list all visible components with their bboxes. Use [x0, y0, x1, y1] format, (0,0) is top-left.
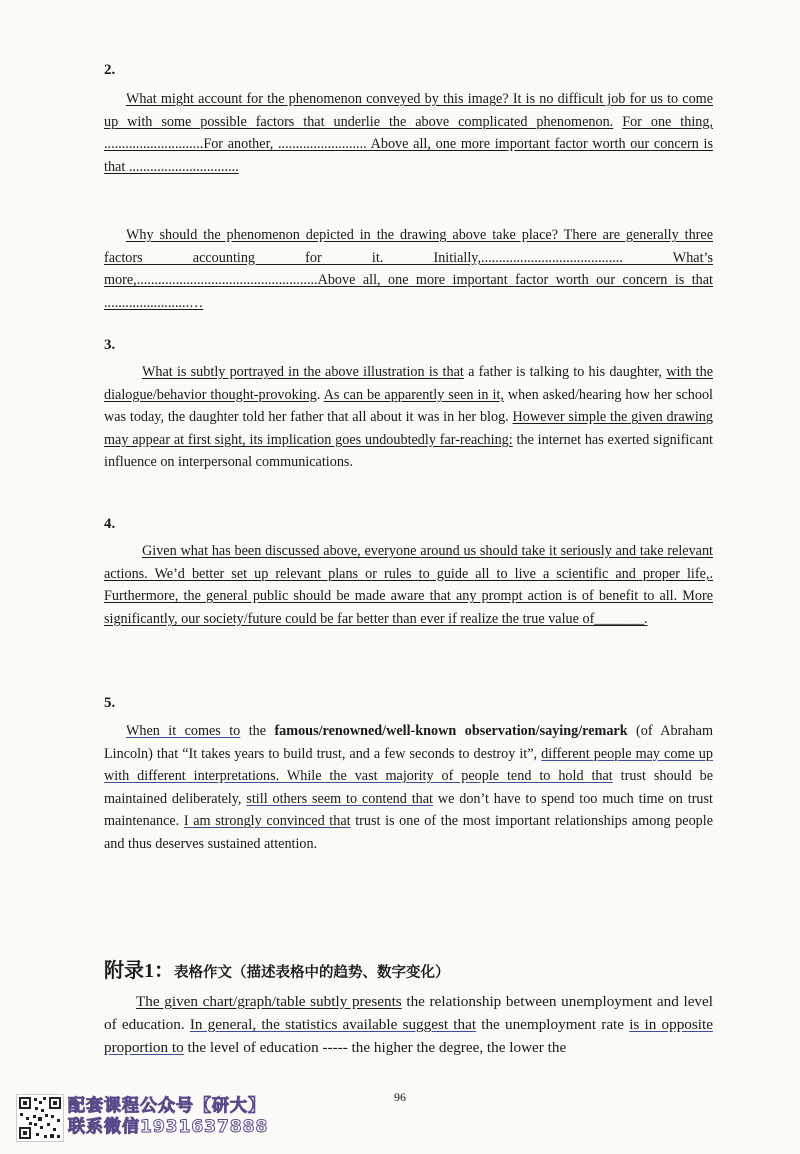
s5-bold-2: observation/saying/remark — [464, 723, 628, 739]
section-2-paragraph-2 — [104, 224, 713, 314]
s5-phrase-4: I am strongly convinced that — [183, 813, 351, 830]
section-3-paragraph — [104, 361, 713, 474]
section-2-p1-sentence-a: What might account for the phenomenon conveyed by this image? It is no difficult job for us to come up with some possible factors that underlie the above complicated phenomenon. — [104, 91, 713, 130]
section-number-4: 4. — [104, 516, 116, 532]
s3-text-4: the internet has exerted significant influence on interpersonal communications. — [104, 431, 713, 471]
section-2-p1-sentence-b: For one thing, ............................For another, ......................... Above all, one more important factor worth our concern is that ............................... — [104, 113, 714, 175]
section-number-2: 2. — [104, 62, 116, 78]
appendix-heading — [104, 954, 450, 983]
s3-phrase-4: However simple the given drawing may appear at first sight, its implication goes undoubtedly far-reaching: — [104, 409, 713, 448]
appendix-title: 附录1： — [104, 960, 174, 982]
footer-promo — [16, 1094, 316, 1144]
s4-text: Given what has been discussed above, everyone around us should take it seriously and take relevant actions. We’d better set up relevant plans or rules to guide all to live a scientific and proper life,. Furthermore, the general public should be made aware that any prompt action is of benefit to all. More significantly, our society/future could be far better than ever if realize the true value of_______. — [104, 543, 713, 627]
s3-phrase-1: What is subtly portrayed in the above illustration is that — [142, 364, 464, 380]
s5-text-2: (of Abraham Lincoln) that “It takes years to build trust, and a few seconds to destroy it”, — [104, 723, 713, 762]
s3-phrase-3: As can be apparently seen in it, — [323, 386, 504, 403]
s5-text-4: we don’t have to spend too much time on trust maintenance. — [104, 790, 713, 830]
s5-text-5: trust is one of the most important relationships among people and thus deserves sustained attention. — [104, 813, 713, 852]
appendix-text-3: the level of education ----- the higher the degree, the lower the — [183, 1039, 567, 1056]
s3-phrase-2: with the dialogue/behavior thought-provoking — [104, 364, 713, 403]
s5-text-1: the — [240, 723, 275, 739]
appendix-phrase-1: The given chart/graph/table subtly presents — [136, 993, 402, 1010]
s5-text-1b — [456, 723, 464, 739]
section-number-5: 5. — [104, 695, 116, 711]
qr-code-icon — [16, 1094, 64, 1142]
promo-line-2: 联系微信1931637888 — [68, 1117, 269, 1137]
page-number: 96 — [394, 1090, 406, 1104]
section-4-paragraph — [104, 540, 713, 630]
appendix-text-1: the relationship between unemployment and level of education. — [104, 993, 713, 1033]
s5-bold-1: famous/renowned/well-known — [274, 723, 457, 739]
s5-phrase-1: When it comes to — [126, 723, 241, 739]
promo-text — [68, 1096, 318, 1138]
s5-text-3: trust should be maintained deliberately, — [104, 768, 713, 807]
section-5-paragraph — [104, 720, 713, 856]
appendix-text-2: the unemployment rate — [476, 1016, 630, 1033]
s3-text-1: a father is talking to his daughter, — [463, 364, 667, 380]
appendix-phrase-2: In general, the statistics available suggest that — [189, 1016, 477, 1033]
section-2-p2-text: Why should the phenomenon depicted in the drawing above take place? There are generally three factors accounting for it. Initially,........................................ What’s more,...................................................Above all, one more important factor worth our concern is that ........................… — [104, 227, 713, 311]
appendix-paragraph — [104, 990, 713, 1059]
promo-line-1: 配套课程公众号【研大】 — [68, 1096, 266, 1116]
s3-text-3: when asked/hearing how her school was today, the daughter told her father that all about it was in her blog. — [104, 386, 713, 426]
s5-phrase-2: different people may come up with different interpretations. While the vast majority of people tend to hold that — [104, 745, 713, 785]
appendix-subtitle: 表格作文（描述表格中的趋势、数字变化） — [174, 965, 450, 981]
s5-phrase-3: still others seem to contend that — [246, 790, 433, 807]
s3-text-2: . — [316, 386, 324, 403]
section-number-3: 3. — [104, 337, 116, 353]
appendix-phrase-3: is in opposite proportion to — [104, 1016, 713, 1056]
section-2-paragraph-1 — [104, 88, 713, 178]
